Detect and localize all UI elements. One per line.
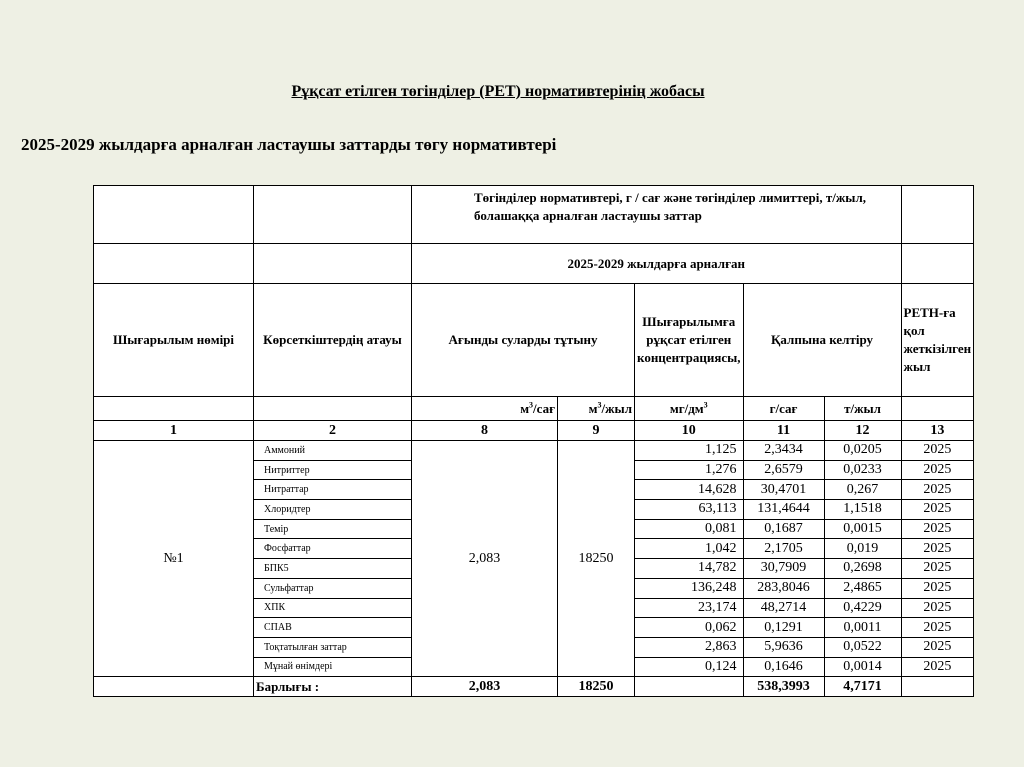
g-hour-value: 48,2714 xyxy=(743,598,824,618)
g-hour-value: 30,4701 xyxy=(743,480,824,500)
column-number: 1 xyxy=(94,421,254,441)
total-g-hour: 538,3993 xyxy=(743,677,824,697)
concentration-value: 2,863 xyxy=(635,637,744,657)
concentration-value: 14,628 xyxy=(635,480,744,500)
g-hour-value: 30,7909 xyxy=(743,559,824,579)
reth-year-header: РЕТН-ға қол жеткізілген жыл xyxy=(901,284,974,397)
column-number: 9 xyxy=(558,421,635,441)
reth-year-value: 2025 xyxy=(901,598,974,618)
t-year-value: 0,0233 xyxy=(824,460,901,480)
reth-year-value: 2025 xyxy=(901,578,974,598)
indicator-name: Фосфаттар xyxy=(254,539,412,559)
indicator-name: Нитриттер xyxy=(254,460,412,480)
concentration-value: 1,276 xyxy=(635,460,744,480)
t-year-value: 1,1518 xyxy=(824,500,901,520)
total-m3-hour: 2,083 xyxy=(412,677,558,697)
reth-year-value: 2025 xyxy=(901,618,974,638)
emission-norms-table xyxy=(93,185,974,697)
unit-mg-dm3: $мг/дм^3$ xyxy=(635,397,744,421)
reth-year-value: 2025 xyxy=(901,637,974,657)
indicator-name: Темір xyxy=(254,519,412,539)
table-row xyxy=(94,441,974,461)
t-year-value: 0,0205 xyxy=(824,441,901,461)
indicator-name: Аммоний xyxy=(254,441,412,461)
outlet-number-header: Шығарылым нөмірі xyxy=(94,284,254,397)
reth-year-value: 2025 xyxy=(901,441,974,461)
reth-year-value: 2025 xyxy=(901,500,974,520)
t-year-value: 0,019 xyxy=(824,539,901,559)
unit-m3-year: $м^3$/жыл xyxy=(558,397,635,421)
g-hour-value: 5,9636 xyxy=(743,637,824,657)
g-hour-value: 2,6579 xyxy=(743,460,824,480)
unit-g-hour: г/сағ xyxy=(743,397,824,421)
flow-m3-year: 18250 xyxy=(558,441,635,677)
column-number: 11 xyxy=(743,421,824,441)
indicator-name-header: Көрсеткіштердің атауы xyxy=(254,284,412,397)
concentration-value: 0,124 xyxy=(635,657,744,677)
t-year-value: 0,0015 xyxy=(824,519,901,539)
g-hour-value: 131,4644 xyxy=(743,500,824,520)
indicator-name: ХПК xyxy=(254,598,412,618)
document-title: Рұқсат етілген төгінділер (РЕТ) нормативтерінің жобасы xyxy=(291,83,705,100)
unit-t-year: т/жыл xyxy=(824,397,901,421)
restoration-header: Қалпына келтіру xyxy=(743,284,901,397)
t-year-value: 2,4865 xyxy=(824,578,901,598)
concentration-value: 23,174 xyxy=(635,598,744,618)
t-year-value: 0,0522 xyxy=(824,637,901,657)
g-hour-value: 2,1705 xyxy=(743,539,824,559)
reth-year-value: 2025 xyxy=(901,539,974,559)
reth-year-value: 2025 xyxy=(901,657,974,677)
wastewater-consumption-header: Ағынды суларды тұтыну xyxy=(412,284,635,397)
concentration-value: 14,782 xyxy=(635,559,744,579)
indicator-name: БПК5 xyxy=(254,559,412,579)
concentration-value: 0,062 xyxy=(635,618,744,638)
indicator-name: Хлоридтер xyxy=(254,500,412,520)
t-year-value: 0,267 xyxy=(824,480,901,500)
outlet-number: №1 xyxy=(94,441,254,677)
column-number: 8 xyxy=(412,421,558,441)
permitted-concentration-header: Шығарылымға рұқсат етілген концентрациясы, xyxy=(635,284,744,397)
period-header: 2025-2029 жылдарға арналған xyxy=(412,244,902,284)
concentration-value: 136,248 xyxy=(635,578,744,598)
g-hour-value: 2,3434 xyxy=(743,441,824,461)
concentration-value: 63,113 xyxy=(635,500,744,520)
g-hour-value: 0,1291 xyxy=(743,618,824,638)
indicator-name: Мұнай өнімдері xyxy=(254,657,412,677)
indicator-name: Нитраттар xyxy=(254,480,412,500)
column-number: 2 xyxy=(254,421,412,441)
column-number: 10 xyxy=(635,421,744,441)
concentration-value: 1,042 xyxy=(635,539,744,559)
indicator-name: Тоқтатылған заттар xyxy=(254,637,412,657)
t-year-value: 0,2698 xyxy=(824,559,901,579)
reth-year-value: 2025 xyxy=(901,559,974,579)
total-t-year: 4,7171 xyxy=(824,677,901,697)
g-hour-value: 0,1646 xyxy=(743,657,824,677)
unit-m3-hour: $м^3$/сағ xyxy=(412,397,558,421)
concentration-value: 0,081 xyxy=(635,519,744,539)
document-subtitle: 2025-2029 жылдарға арналған ластаушы заттарды төгу нормативтері xyxy=(21,135,557,154)
reth-year-value: 2025 xyxy=(901,460,974,480)
reth-year-value: 2025 xyxy=(901,519,974,539)
concentration-value: 1,125 xyxy=(635,441,744,461)
total-m3-year: 18250 xyxy=(558,677,635,697)
t-year-value: 0,0011 xyxy=(824,618,901,638)
header-row-columns xyxy=(94,284,974,397)
column-number: 13 xyxy=(901,421,974,441)
indicator-name: СПАВ xyxy=(254,618,412,638)
total-row xyxy=(94,677,974,697)
indicator-name: Сульфаттар xyxy=(254,578,412,598)
g-hour-value: 283,8046 xyxy=(743,578,824,598)
column-number-row xyxy=(94,421,974,441)
header-row-period xyxy=(94,244,974,284)
column-number: 12 xyxy=(824,421,901,441)
units-row xyxy=(94,397,974,421)
t-year-value: 0,0014 xyxy=(824,657,901,677)
total-label: Барлығы : xyxy=(254,677,412,697)
reth-year-value: 2025 xyxy=(901,480,974,500)
flow-m3-hour: 2,083 xyxy=(412,441,558,677)
norms-header: Төгінділер нормативтері, г / сағ және төгінділер лимиттері, т/жыл, болашаққа арналған ластаушы заттар xyxy=(412,186,902,244)
t-year-value: 0,4229 xyxy=(824,598,901,618)
header-row-norms xyxy=(94,186,974,244)
g-hour-value: 0,1687 xyxy=(743,519,824,539)
